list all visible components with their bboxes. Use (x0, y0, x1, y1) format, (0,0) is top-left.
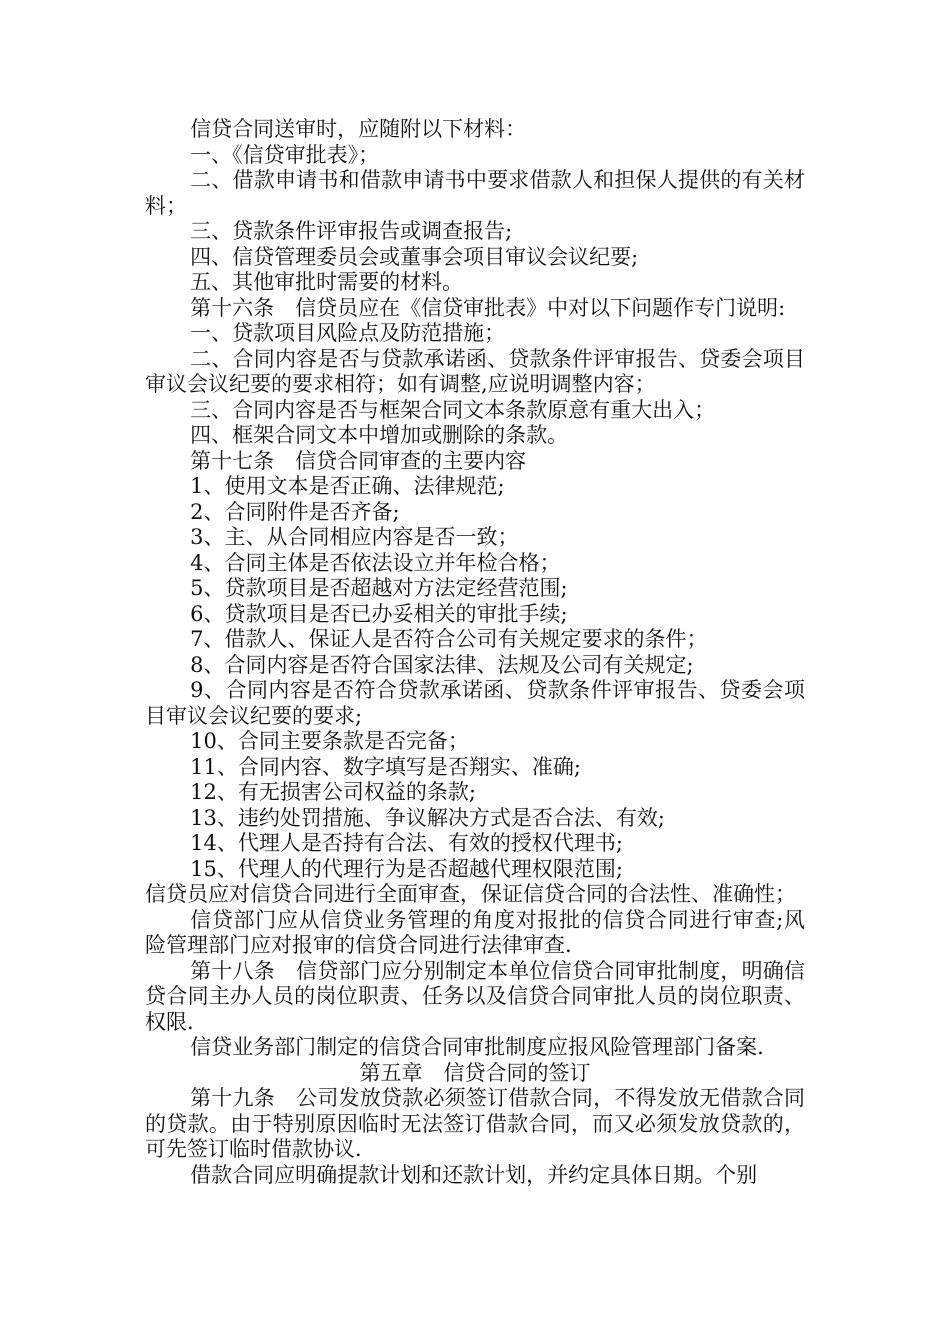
chapter-heading: 第五章 信贷合同的签订 (359, 1060, 591, 1085)
article-18: 第十八条 信贷部门应分别制定本单位信贷合同审批制度，明确信贷合同主办人员的岗位职责、任务以及信贷合同审批人员的岗位职责、权限. (145, 958, 805, 1034)
list-item: 10、合同主要条款是否完备； (190, 729, 469, 753)
list-item: 15、代理人的代理行为是否超越代理权限范围; (190, 856, 623, 881)
list-item: 三、合同内容是否与框架合同文本条款原意有重大出入； (190, 397, 716, 422)
article-17: 第十七条 信贷合同审查的主要内容 (190, 448, 527, 473)
list-item: 二、合同内容是否与贷款承诺函、贷款条件评审报告、贷委会项目审议会议纪要的要求相符；如有调整,应说明调整内容； (145, 346, 805, 396)
list-item: 7、借款人、保证人是否符合公司有关规定要求的条件； (190, 627, 708, 651)
list-item: 12、有无损害公司权益的条款; (190, 780, 476, 804)
list-item: 一、《信贷审批表》； (190, 142, 380, 167)
list-item: 3、主、从合同相应内容是否一致； (190, 525, 519, 549)
list-item: 一、贷款项目风险点及防范措施； (190, 321, 506, 345)
list-item: 1、使用文本是否正确、法律规范; (190, 474, 505, 498)
list-item: 5、贷款项目是否超越对方法定经营范围; (190, 576, 568, 600)
paragraph: 信贷员应对信贷合同进行全面审查，保证信贷合同的合法性、准确性； (145, 882, 796, 906)
document-page (145, 117, 805, 1188)
list-item: 五、其他审批时需要的材料。 (190, 270, 464, 294)
list-item: 6、贷款项目是否已办妥相关的审批手续; (190, 601, 568, 626)
list-item: 13、违约处罚措施、争议解决方式是否合法、有效; (190, 805, 665, 830)
list-item: 四、信贷管理委员会或董事会项目审议会议纪要; (190, 244, 639, 269)
list-item: 二、借款申请书和借款申请书中要求借款人和担保人提供的有关材料； (145, 168, 805, 218)
list-item: 4、合同主体是否依法设立并年检合格； (190, 550, 561, 575)
article-16: 第十六条 信贷员应在《信贷审批表》中对以下问题作专门说明: (190, 295, 786, 320)
list-item: 14、代理人是否持有合法、有效的授权代理书; (190, 831, 623, 855)
list-item: 9、合同内容是否符合贷款承诺函、贷款条件评审报告、贷委会项目审议会议纪要的要求; (145, 678, 805, 728)
paragraph: 信贷部门应从信贷业务管理的角度对报批的信贷合同进行审查;风险管理部门应对报审的信贷合同进行法律审查. (145, 907, 805, 957)
list-item: 四、框架合同文本中增加或删除的条款。 (190, 423, 569, 447)
list-item: 11、合同内容、数字填写是否翔实、准确; (190, 754, 581, 779)
paragraph: 信贷业务部门制定的信贷合同审批制度应报风险管理部门备案. (190, 1035, 764, 1059)
paragraph: 借款合同应明确提款计划和还款计划，并约定具体日期。个别 (190, 1162, 758, 1187)
article-19: 第十九条 公司发放贷款必须签订借款合同，不得发放无借款合同的贷款。由于特别原因临时无法签订借款合同，而又必须发放贷款的，可先签订临时借款协议. (145, 1086, 805, 1161)
list-item: 2、合同附件是否齐备; (190, 499, 400, 524)
paragraph: 信贷合同送审时，应随附以下材料： (190, 117, 527, 141)
list-item: 三、贷款条件评审报告或调查报告; (190, 219, 513, 243)
list-item: 8、合同内容是否符合国家法律、法规及公司有关规定; (190, 652, 694, 677)
